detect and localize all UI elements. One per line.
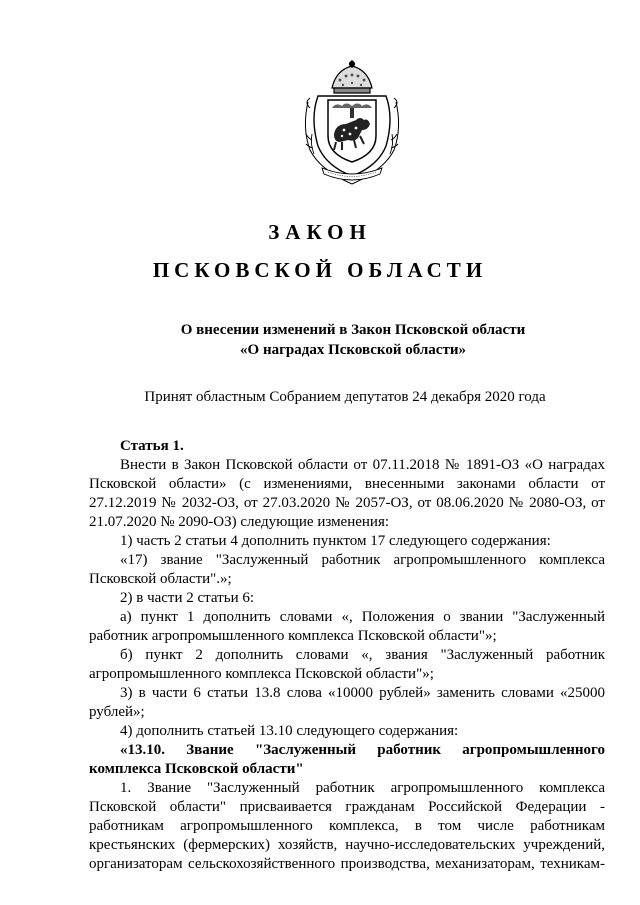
document-region: ПСКОВСКОЙ ОБЛАСТИ <box>152 258 488 282</box>
pskov-coat-of-arms-icon <box>296 58 408 190</box>
item-1: 1) часть 2 статьи 4 дополнить пунктом 17 следующего содержания: <box>120 533 551 549</box>
subject-line-2: «О наградах Псковской области» <box>240 342 466 358</box>
subject-line-1: О внесении изменений в Закон Псковской области <box>180 322 526 338</box>
adoption-note: Принят областным Собранием депутатов 24 декабря 2020 года <box>144 389 546 405</box>
item-2a: а) пункт 1 дополнить словами «, Положения о звании "Заслуженный работник агропромышленного комплекса Псковской области"»; <box>89 609 605 644</box>
new-article-paragraph-1: 1. Звание "Заслуженный работник агропромышленного комплекса Псковской области" присваивается гражданам Российской Федерации - работникам агропромышленного комплекса, в том числе работникам крестьянских (фермерских) хозяйств, научно-исследовательских учреждений, организаторам сельскохозяйственного производства, механизаторам, техникам- <box>89 780 605 872</box>
item-3: 3) в части 6 статьи 13.8 слова «10000 рублей» заменить словами «25000 рублей»; <box>89 685 605 720</box>
item-2b: б) пункт 2 дополнить словами «, звания "Заслуженный работник агропромышленного комплекса Псковской области"»; <box>89 647 605 682</box>
document-title: ЗАКОН <box>268 220 372 244</box>
new-article-heading: «13.10. Звание "Заслуженный работник агропромышленного комплекса Псковской области" <box>89 742 605 777</box>
item-1-text: «17) звание "Заслуженный работник агропромышленного комплекса Псковской области".»; <box>89 552 605 587</box>
document-body <box>89 437 605 874</box>
article-heading: Статья 1. <box>120 438 184 454</box>
article-intro: Внести в Закон Псковской области от 07.11.2018 № 1891-ОЗ «О наградах Псковской области» (с изменениями, внесенными законами области от 27.12.2019 № 2032-ОЗ, от 27.03.2020 № 2057-ОЗ, от 08.06.2020 № 2080-ОЗ, от 21.07.2020 № 2090-ОЗ) следующие изменения: <box>89 457 605 530</box>
item-2: 2) в части 2 статьи 6: <box>120 590 255 606</box>
item-4: 4) дополнить статьей 13.10 следующего содержания: <box>120 723 459 739</box>
